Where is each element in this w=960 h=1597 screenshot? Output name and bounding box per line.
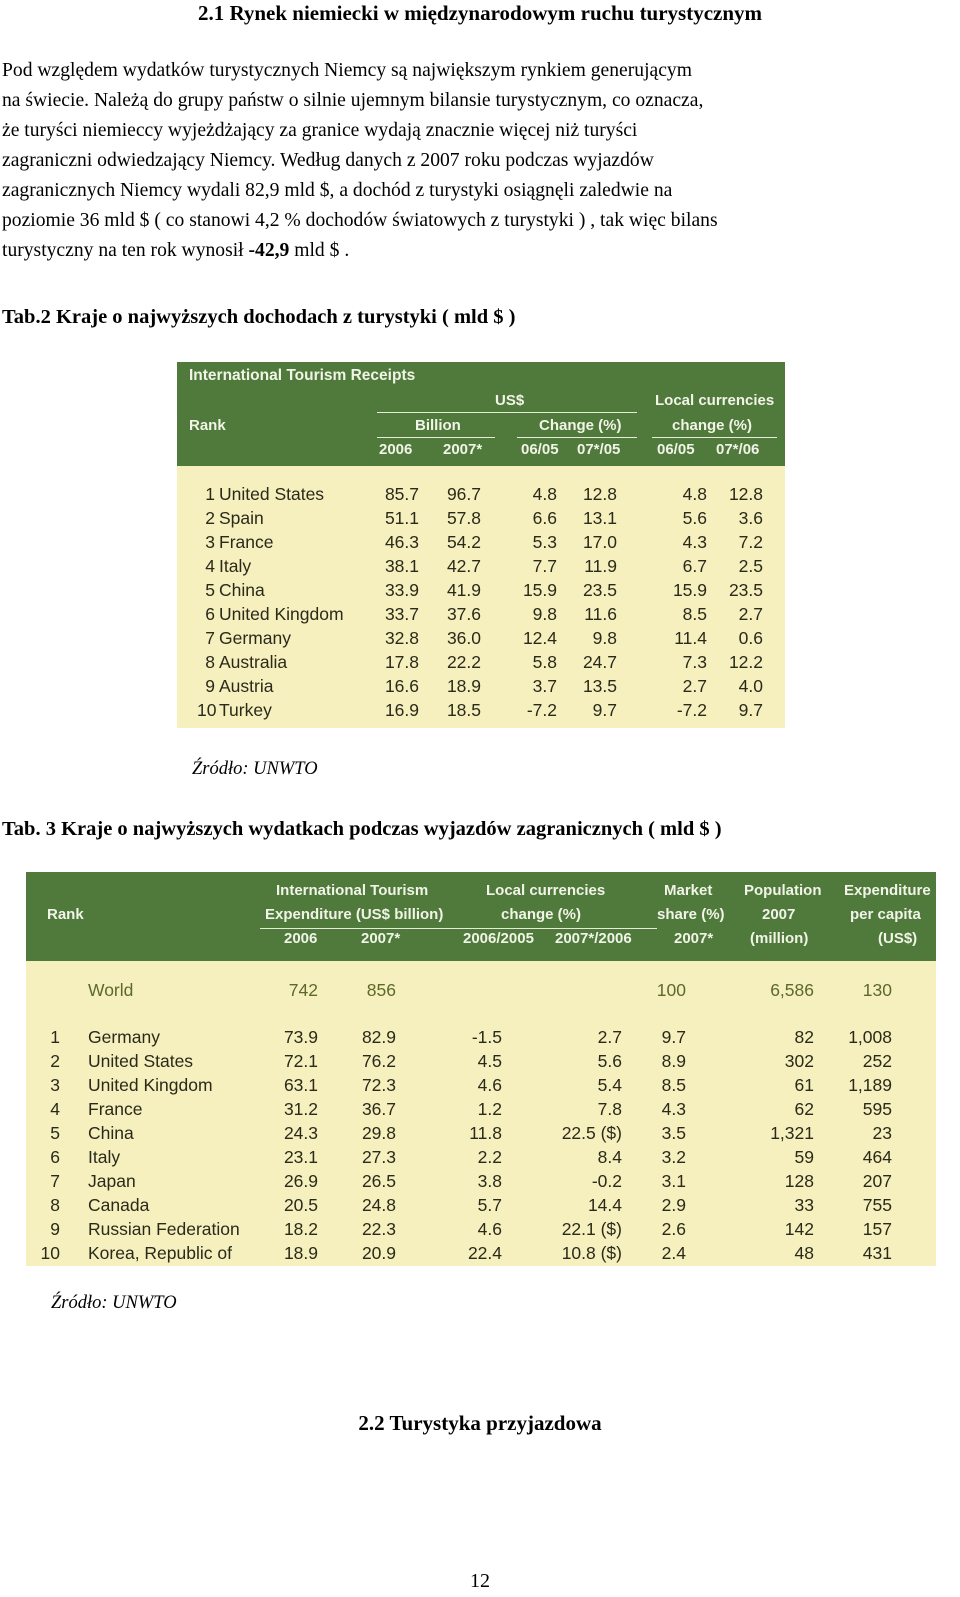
country-name: United States: [88, 1051, 194, 1071]
rank-cell: 2: [50, 1051, 60, 1071]
value-cell: 32.8: [384, 628, 419, 648]
rank-header: Rank: [47, 906, 84, 923]
value-cell: 6.6: [532, 508, 557, 528]
value-cell: 33.7: [384, 604, 419, 624]
value-cell: 24.7: [582, 652, 617, 672]
country-name: Japan: [88, 1171, 136, 1191]
value-cell: 157: [862, 1219, 892, 1239]
per-capita-header: (US$): [878, 930, 918, 947]
value-cell: 85.7: [384, 484, 419, 504]
world-value: 856: [366, 980, 396, 1000]
population-header: (million): [750, 930, 809, 947]
value-cell: 16.6: [384, 676, 419, 696]
value-cell: 22.1 ($): [561, 1219, 622, 1239]
value-cell: 23: [872, 1123, 892, 1143]
value-cell: 16.9: [384, 700, 419, 720]
value-cell: 6.7: [682, 556, 707, 576]
rank-cell: 3: [50, 1075, 60, 1095]
value-cell: 24.8: [361, 1195, 396, 1215]
value-cell: 22.5 ($): [561, 1123, 622, 1143]
value-cell: 57.8: [446, 508, 481, 528]
value-cell: 464: [862, 1147, 892, 1167]
rank-cell: 1: [205, 484, 215, 504]
value-cell: 14.4: [587, 1195, 622, 1215]
rank-cell: 7: [50, 1171, 60, 1191]
year-header: 2006/2005: [463, 930, 534, 947]
section-heading: 2.1 Rynek niemiecki w międzynarodowym ruchu turystycznym: [197, 1, 763, 25]
value-cell: 15.9: [522, 580, 557, 600]
year-header: 2006: [284, 930, 318, 947]
value-cell: -7.2: [676, 700, 707, 720]
value-cell: 5.6: [597, 1051, 622, 1071]
value-cell: 62: [794, 1099, 814, 1119]
country-name: France: [219, 532, 274, 552]
value-cell: 8.9: [661, 1051, 686, 1071]
rank-cell: 1: [50, 1027, 60, 1047]
value-cell: 5.3: [532, 532, 557, 552]
value-cell: -1.5: [471, 1027, 502, 1047]
value-cell: 26.5: [361, 1171, 396, 1191]
country-name: China: [88, 1123, 134, 1143]
paragraph-line: zagranicznych Niemcy wydali 82,9 mld $, a dochód z turystyki osiągnęli zaledwie na: [2, 180, 673, 201]
table3-source: Źródło: UNWTO: [51, 1293, 177, 1313]
value-cell: 20.9: [361, 1243, 396, 1263]
value-cell: 595: [862, 1099, 892, 1119]
country-name: United States: [219, 484, 325, 504]
value-cell: 36.7: [361, 1099, 396, 1119]
page-number: 12: [470, 1570, 490, 1592]
value-cell: 3.2: [661, 1147, 686, 1167]
value-cell: 2.5: [738, 556, 763, 576]
value-cell: 27.3: [361, 1147, 396, 1167]
country-name: Italy: [88, 1147, 121, 1167]
paragraph-line: na świecie. Należą do grupy państw o silnie ujemnym bilansie turystycznym, co oznacza,: [2, 90, 704, 111]
table2-source: Źródło: UNWTO: [192, 759, 318, 779]
value-cell: 54.2: [446, 532, 481, 552]
value-cell: 8.4: [597, 1147, 622, 1167]
country-name: Austria: [219, 676, 274, 696]
expenditure-table-body: [26, 961, 936, 1266]
value-cell: 37.6: [446, 604, 481, 624]
value-cell: 23.5: [582, 580, 617, 600]
value-cell: 7.8: [597, 1099, 622, 1119]
paragraph-line: poziomie 36 mld $ ( co stanowi 4,2 % dochodów światowych z turystyki ) , tak więc bilans: [2, 210, 718, 231]
rank-cell: 9: [50, 1219, 60, 1239]
value-cell: 17.0: [582, 532, 617, 552]
country-name: Canada: [88, 1195, 150, 1215]
year-header: 2007*: [674, 930, 714, 947]
rank-cell: 10: [40, 1243, 60, 1263]
value-cell: 3.5: [661, 1123, 686, 1143]
rank-cell: 3: [205, 532, 215, 552]
receipts-table: [177, 362, 785, 728]
value-cell: 23.1: [283, 1147, 318, 1167]
value-cell: 4.6: [477, 1219, 502, 1239]
expenditure-table-header: [26, 872, 936, 961]
paragraph-line: zagraniczni odwiedzający Niemcy. Według danych z 2007 roku podczas wyjazdów: [2, 150, 654, 171]
value-cell: 17.8: [384, 652, 419, 672]
value-cell: 5.8: [532, 652, 557, 672]
balance-value: -42,9: [248, 240, 290, 261]
paragraph-line: [2, 236, 954, 266]
value-cell: 142: [784, 1219, 814, 1239]
value-cell: 12.8: [728, 484, 763, 504]
rank-cell: 10: [197, 700, 217, 720]
value-cell: 13.1: [582, 508, 617, 528]
value-cell: 3.7: [532, 676, 557, 696]
ite-header: International Tourism: [276, 882, 429, 899]
lcc-header: Local currencies: [486, 882, 606, 899]
value-cell: 13.5: [582, 676, 617, 696]
value-cell: 12.2: [728, 652, 763, 672]
value-cell: 4.3: [661, 1099, 686, 1119]
country-name: Turkey: [219, 700, 272, 720]
value-cell: 42.7: [446, 556, 481, 576]
value-cell: 9.7: [661, 1027, 686, 1047]
value-cell: 59: [794, 1147, 814, 1167]
rank-cell: 5: [50, 1123, 60, 1143]
change-header: Change (%): [539, 417, 622, 434]
rank-cell: 8: [205, 652, 215, 672]
value-cell: 4.6: [477, 1075, 502, 1095]
lcc-header: change (%): [501, 906, 582, 923]
country-name: United Kingdom: [88, 1075, 213, 1095]
per-capita-header: Expenditure: [844, 882, 931, 899]
rank-cell: 6: [50, 1147, 60, 1167]
rank-cell: 2: [205, 508, 215, 528]
value-cell: 18.9: [446, 676, 481, 696]
value-cell: 73.9: [283, 1027, 318, 1047]
value-cell: 36.0: [446, 628, 481, 648]
population-header: 2007: [762, 906, 796, 923]
value-cell: 22.4: [467, 1243, 502, 1263]
market-share-header: Market: [664, 882, 713, 899]
value-cell: 4.8: [682, 484, 707, 504]
value-cell: 8.5: [661, 1075, 686, 1095]
receipts-table-title: International Tourism Receipts: [189, 367, 416, 384]
value-cell: 82.9: [361, 1027, 396, 1047]
value-cell: 1,321: [770, 1123, 814, 1143]
receipts-table-body: [177, 466, 785, 728]
body-paragraph: [2, 56, 954, 266]
rank-cell: 6: [205, 604, 215, 624]
ite-header: Expenditure (US$ billion): [265, 906, 444, 923]
value-cell: 48: [794, 1243, 814, 1263]
value-cell: 11.9: [584, 556, 617, 576]
value-cell: 18.9: [283, 1243, 318, 1263]
value-cell: 10.8 ($): [561, 1243, 622, 1263]
local-currencies-header: Local currencies: [655, 392, 775, 409]
year-header: 2007*/2006: [555, 930, 632, 947]
paragraph-line-suffix: mld $ .: [289, 240, 350, 261]
rank-cell: 4: [50, 1099, 60, 1119]
value-cell: 38.1: [384, 556, 419, 576]
value-cell: -7.2: [526, 700, 557, 720]
country-name: Spain: [219, 508, 264, 528]
local-change-header: change (%): [672, 417, 753, 434]
value-cell: 1,189: [848, 1075, 892, 1095]
value-cell: 31.2: [283, 1099, 318, 1119]
value-cell: 755: [862, 1195, 892, 1215]
value-cell: 33: [794, 1195, 814, 1215]
value-cell: 15.9: [672, 580, 707, 600]
value-cell: 26.9: [283, 1171, 318, 1191]
value-cell: 302: [784, 1051, 814, 1071]
value-cell: 12.4: [522, 628, 557, 648]
value-cell: 41.9: [446, 580, 481, 600]
value-cell: 431: [862, 1243, 892, 1263]
value-cell: 24.3: [283, 1123, 318, 1143]
value-cell: 9.8: [592, 628, 617, 648]
year-header: 06/05: [657, 441, 695, 458]
value-cell: 1,008: [848, 1027, 892, 1047]
expenditure-table: [26, 872, 936, 1266]
value-cell: 12.8: [582, 484, 617, 504]
table3-caption: Tab. 3 Kraje o najwyższych wydatkach podczas wyjazdów zagranicznych ( mld $ ): [2, 818, 722, 840]
value-cell: 207: [862, 1171, 892, 1191]
value-cell: 1.2: [477, 1099, 502, 1119]
year-header: 07*/05: [577, 441, 621, 458]
section-heading-2: 2.2 Turystyka przyjazdowa: [358, 1411, 602, 1435]
value-cell: 76.2: [361, 1051, 396, 1071]
value-cell: 3.1: [661, 1171, 686, 1191]
usd-header: US$: [495, 392, 525, 409]
year-header: 06/05: [521, 441, 559, 458]
rank-cell: 8: [50, 1195, 60, 1215]
value-cell: 7.2: [738, 532, 763, 552]
year-header: 2007*: [443, 441, 483, 458]
year-header: 2007*: [361, 930, 401, 947]
country-name: United Kingdom: [219, 604, 344, 624]
rank-cell: 9: [205, 676, 215, 696]
value-cell: 72.3: [361, 1075, 396, 1095]
year-header: 2006: [379, 441, 413, 458]
value-cell: 2.6: [661, 1219, 686, 1239]
value-cell: 29.8: [361, 1123, 396, 1143]
paragraph-line: że turyści niemieccy wyjeżdżający za granice wydają znacznie więcej niż turyści: [2, 120, 638, 141]
value-cell: 7.3: [682, 652, 707, 672]
paragraph-line-prefix: turystyczny na ten rok wynosił: [2, 240, 249, 261]
value-cell: 2.7: [682, 676, 707, 696]
world-value: 100: [656, 980, 686, 1000]
rank-cell: 4: [205, 556, 215, 576]
paragraph-line: Pod względem wydatków turystycznych Niemcy są największym rynkiem generującym: [2, 60, 692, 81]
table2-caption: Tab.2 Kraje o najwyższych dochodach z turystyki ( mld $ ): [2, 306, 516, 328]
country-name: Italy: [219, 556, 252, 576]
value-cell: 2.4: [661, 1243, 686, 1263]
value-cell: 4.5: [477, 1051, 502, 1071]
value-cell: 5.6: [682, 508, 707, 528]
rank-header: Rank: [189, 417, 226, 434]
world-value: 6,586: [770, 980, 814, 1000]
value-cell: 63.1: [283, 1075, 318, 1095]
country-name: Australia: [219, 652, 288, 672]
rank-cell: 5: [205, 580, 215, 600]
value-cell: 20.5: [283, 1195, 318, 1215]
value-cell: 96.7: [446, 484, 481, 504]
country-name: China: [219, 580, 265, 600]
value-cell: 72.1: [283, 1051, 318, 1071]
value-cell: 22.2: [446, 652, 481, 672]
receipts-table-header: [177, 362, 785, 466]
value-cell: 18.2: [283, 1219, 318, 1239]
value-cell: 23.5: [728, 580, 763, 600]
world-value: 130: [862, 980, 892, 1000]
value-cell: -0.2: [591, 1171, 622, 1191]
value-cell: 11.6: [584, 604, 617, 624]
market-share-header: share (%): [657, 906, 725, 923]
value-cell: 0.6: [738, 628, 763, 648]
value-cell: 5.4: [597, 1075, 622, 1095]
value-cell: 46.3: [384, 532, 419, 552]
value-cell: 4.0: [738, 676, 763, 696]
value-cell: 2.7: [738, 604, 763, 624]
value-cell: 252: [862, 1051, 892, 1071]
value-cell: 9.8: [532, 604, 557, 624]
value-cell: 4.3: [682, 532, 707, 552]
value-cell: 22.3: [361, 1219, 396, 1239]
country-name: Russian Federation: [88, 1219, 240, 1239]
value-cell: 18.5: [446, 700, 481, 720]
rank-cell: 7: [205, 628, 215, 648]
value-cell: 9.7: [738, 700, 763, 720]
value-cell: 33.9: [384, 580, 419, 600]
value-cell: 3.6: [738, 508, 763, 528]
value-cell: 3.8: [477, 1171, 502, 1191]
country-name: Korea, Republic of: [88, 1243, 232, 1263]
value-cell: 2.7: [597, 1027, 622, 1047]
value-cell: 11.8: [469, 1123, 502, 1143]
year-header: 07*/06: [716, 441, 760, 458]
value-cell: 11.4: [674, 628, 707, 648]
value-cell: 61: [794, 1075, 814, 1095]
value-cell: 2.2: [477, 1147, 502, 1167]
per-capita-header: per capita: [850, 906, 921, 923]
value-cell: 5.7: [477, 1195, 502, 1215]
billion-header: Billion: [415, 417, 461, 434]
value-cell: 128: [784, 1171, 814, 1191]
country-name: France: [88, 1099, 143, 1119]
value-cell: 7.7: [532, 556, 557, 576]
population-header: Population: [744, 882, 822, 899]
value-cell: 9.7: [592, 700, 617, 720]
world-label: World: [88, 980, 134, 1000]
world-value: 742: [288, 980, 318, 1000]
value-cell: 2.9: [661, 1195, 686, 1215]
value-cell: 82: [794, 1027, 814, 1047]
value-cell: 51.1: [384, 508, 419, 528]
country-name: Germany: [219, 628, 291, 648]
value-cell: 8.5: [682, 604, 707, 624]
value-cell: 4.8: [532, 484, 557, 504]
country-name: Germany: [88, 1027, 160, 1047]
